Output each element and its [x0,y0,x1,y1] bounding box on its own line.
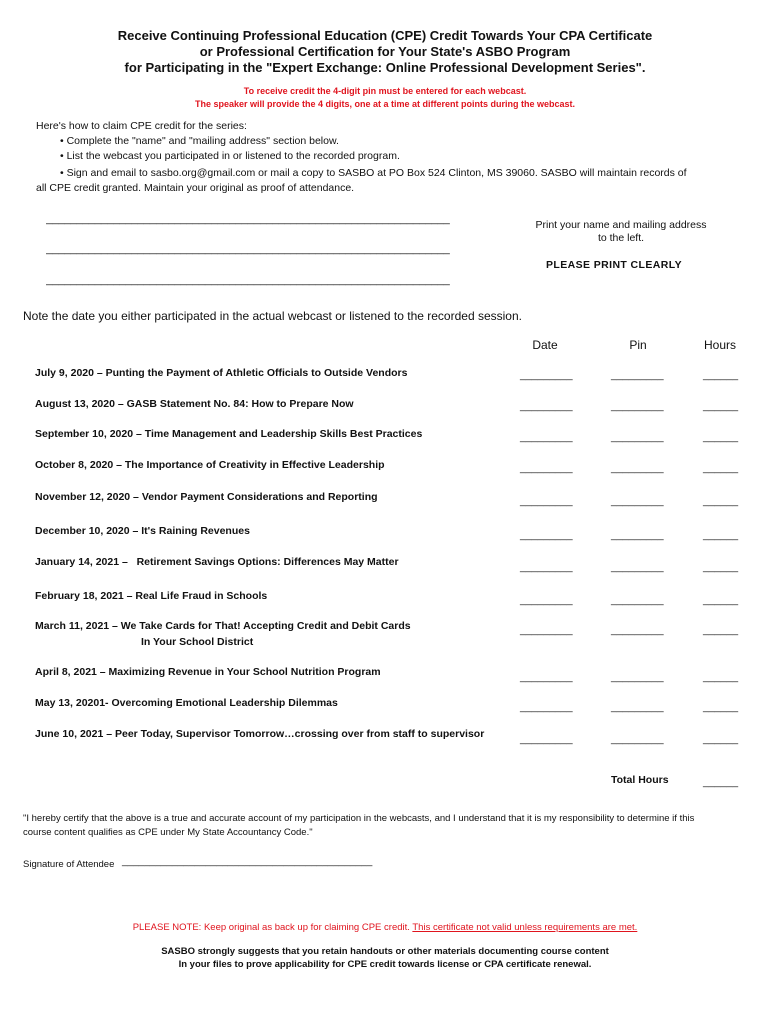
session-title-cont: In Your School District [141,636,254,648]
session-title: April 8, 2021 – Maximizing Revenue in Your School Nutrition Program [35,666,381,678]
footer-suggest-line-1: SASBO strongly suggests that you retain handouts or other materials documenting course content [161,946,609,957]
session-pin-blank[interactable]: _________ [611,594,664,606]
column-header-date: Date [532,338,558,352]
session-hours-blank[interactable]: ______ [703,400,739,412]
certification-line-2: course content qualifies as CPE under My State Accountancy Code." [23,827,313,838]
session-title: December 10, 2020 – It's Raining Revenues [35,525,250,537]
session-hours-blank[interactable]: ______ [703,594,739,606]
session-title: March 11, 2021 – We Take Cards for That! Accepting Credit and Debit Cards [35,620,411,632]
session-hours-blank[interactable]: ______ [703,561,739,573]
session-date-blank[interactable]: _________ [520,431,573,443]
address-line-1[interactable]: __________________________________________________________________ [46,213,450,225]
session-pin-blank[interactable]: _________ [611,624,664,636]
session-pin-blank[interactable]: _________ [611,701,664,713]
session-pin-blank[interactable]: _________ [611,431,664,443]
log-note: Note the date you either participated in the actual webcast or listened to the recorded session. [23,309,522,323]
session-title: July 9, 2020 – Punting the Payment of Athletic Officials to Outside Vendors [35,367,408,379]
instructions-intro: Here's how to claim CPE credit for the series: [36,120,247,132]
session-date-blank[interactable]: _________ [520,462,573,474]
signature-line[interactable]: _____________________________________________ [122,856,373,867]
print-note-line-1: Print your name and mailing address [535,219,707,231]
session-date-blank[interactable]: _________ [520,369,573,381]
title-line-2: or Professional Certification for Your State's ASBO Program [199,44,571,59]
session-date-blank[interactable]: _________ [520,671,573,683]
session-date-blank[interactable]: _________ [520,561,573,573]
address-line-3[interactable]: __________________________________________________________________ [46,274,450,286]
session-hours-blank[interactable]: ______ [703,462,739,474]
session-pin-blank[interactable]: _________ [611,400,664,412]
notice-line-2: The speaker will provide the 4 digits, one at a time at different points during the webcast. [194,99,576,109]
session-pin-blank[interactable]: _________ [611,561,664,573]
footer-suggest-line-2: In your files to prove applicability for CPE credit towards license or CPA certificate renewal. [178,959,592,970]
session-hours-blank[interactable]: ______ [703,733,739,745]
session-date-blank[interactable]: _________ [520,529,573,541]
session-pin-blank[interactable]: _________ [611,462,664,474]
print-note-line-2: to the left. [597,232,645,244]
session-hours-blank[interactable]: ______ [703,529,739,541]
print-clearly-label: PLEASE PRINT CLEARLY [546,259,682,271]
session-title: May 13, 20201- Overcoming Emotional Leadership Dilemmas [35,697,338,709]
session-title: September 10, 2020 – Time Management and Leadership Skills Best Practices [35,428,423,440]
session-hours-blank[interactable]: ______ [703,624,739,636]
session-hours-blank[interactable]: ______ [703,495,739,507]
title-line-3: for Participating in the "Expert Exchange: Online Professional Development Series". [124,60,646,75]
session-title: August 13, 2020 – GASB Statement No. 84: How to Prepare Now [35,398,354,410]
session-title: October 8, 2020 – The Importance of Creativity in Effective Leadership [35,459,385,471]
column-header-pin: Pin [629,338,647,352]
signature-label: Signature of Attendee [23,859,115,870]
column-header-hours: Hours [703,338,736,352]
total-hours-label: Total Hours [611,774,669,786]
session-pin-blank[interactable]: _________ [611,369,664,381]
session-pin-blank[interactable]: _________ [611,529,664,541]
session-hours-blank[interactable]: ______ [703,431,739,443]
session-title: November 12, 2020 – Vendor Payment Considerations and Reporting [35,491,378,503]
footer-note-underlined: This certificate not valid unless requirements are met. [412,922,638,933]
address-line-2[interactable]: __________________________________________________________________ [46,243,450,255]
session-date-blank[interactable]: _________ [520,733,573,745]
session-title: January 14, 2021 – Retirement Savings Options: Differences May Matter [35,556,399,568]
session-title: February 18, 2021 – Real Life Fraud in Schools [35,590,268,602]
session-date-blank[interactable]: _________ [520,624,573,636]
session-hours-blank[interactable]: ______ [703,671,739,683]
session-hours-blank[interactable]: ______ [703,701,739,713]
instruction-bullet-1: • Complete the "name" and "mailing address" section below. [60,135,339,147]
session-pin-blank[interactable]: _________ [611,671,664,683]
instruction-bullet-2: • List the webcast you participated in or listened to the recorded program. [60,150,400,162]
session-date-blank[interactable]: _________ [520,701,573,713]
session-pin-blank[interactable]: _________ [611,495,664,507]
session-hours-blank[interactable]: ______ [703,369,739,381]
notice-line-1: To receive credit the 4-digit pin must be entered for each webcast. [243,86,527,96]
session-date-blank[interactable]: _________ [520,400,573,412]
footer-note-prefix: PLEASE NOTE: Keep original as back up for claiming CPE credit. [132,922,410,933]
footer-note [0,922,770,934]
session-title: June 10, 2021 – Peer Today, Supervisor Tomorrow…crossing over from staff to supervisor [35,728,485,740]
session-date-blank[interactable]: _________ [520,594,573,606]
instruction-bullet-3: • Sign and email to sasbo.org@gmail.com or mail a copy to SASBO at PO Box 524 Clinton, MS 39060. SASBO will maintain records of [60,167,687,179]
certification-line-1: "I hereby certify that the above is a true and accurate account of my participation in the webcasts, and I understand that it is my responsibility to determine if this [23,813,695,824]
total-hours-blank[interactable]: ______ [703,776,739,788]
session-pin-blank[interactable]: _________ [611,733,664,745]
session-date-blank[interactable]: _________ [520,495,573,507]
instruction-bullet-3-cont: all CPE credit granted. Maintain your original as proof of attendance. [36,182,355,194]
title-line-1: Receive Continuing Professional Education (CPE) Credit Towards Your CPA Certificate [117,28,653,43]
